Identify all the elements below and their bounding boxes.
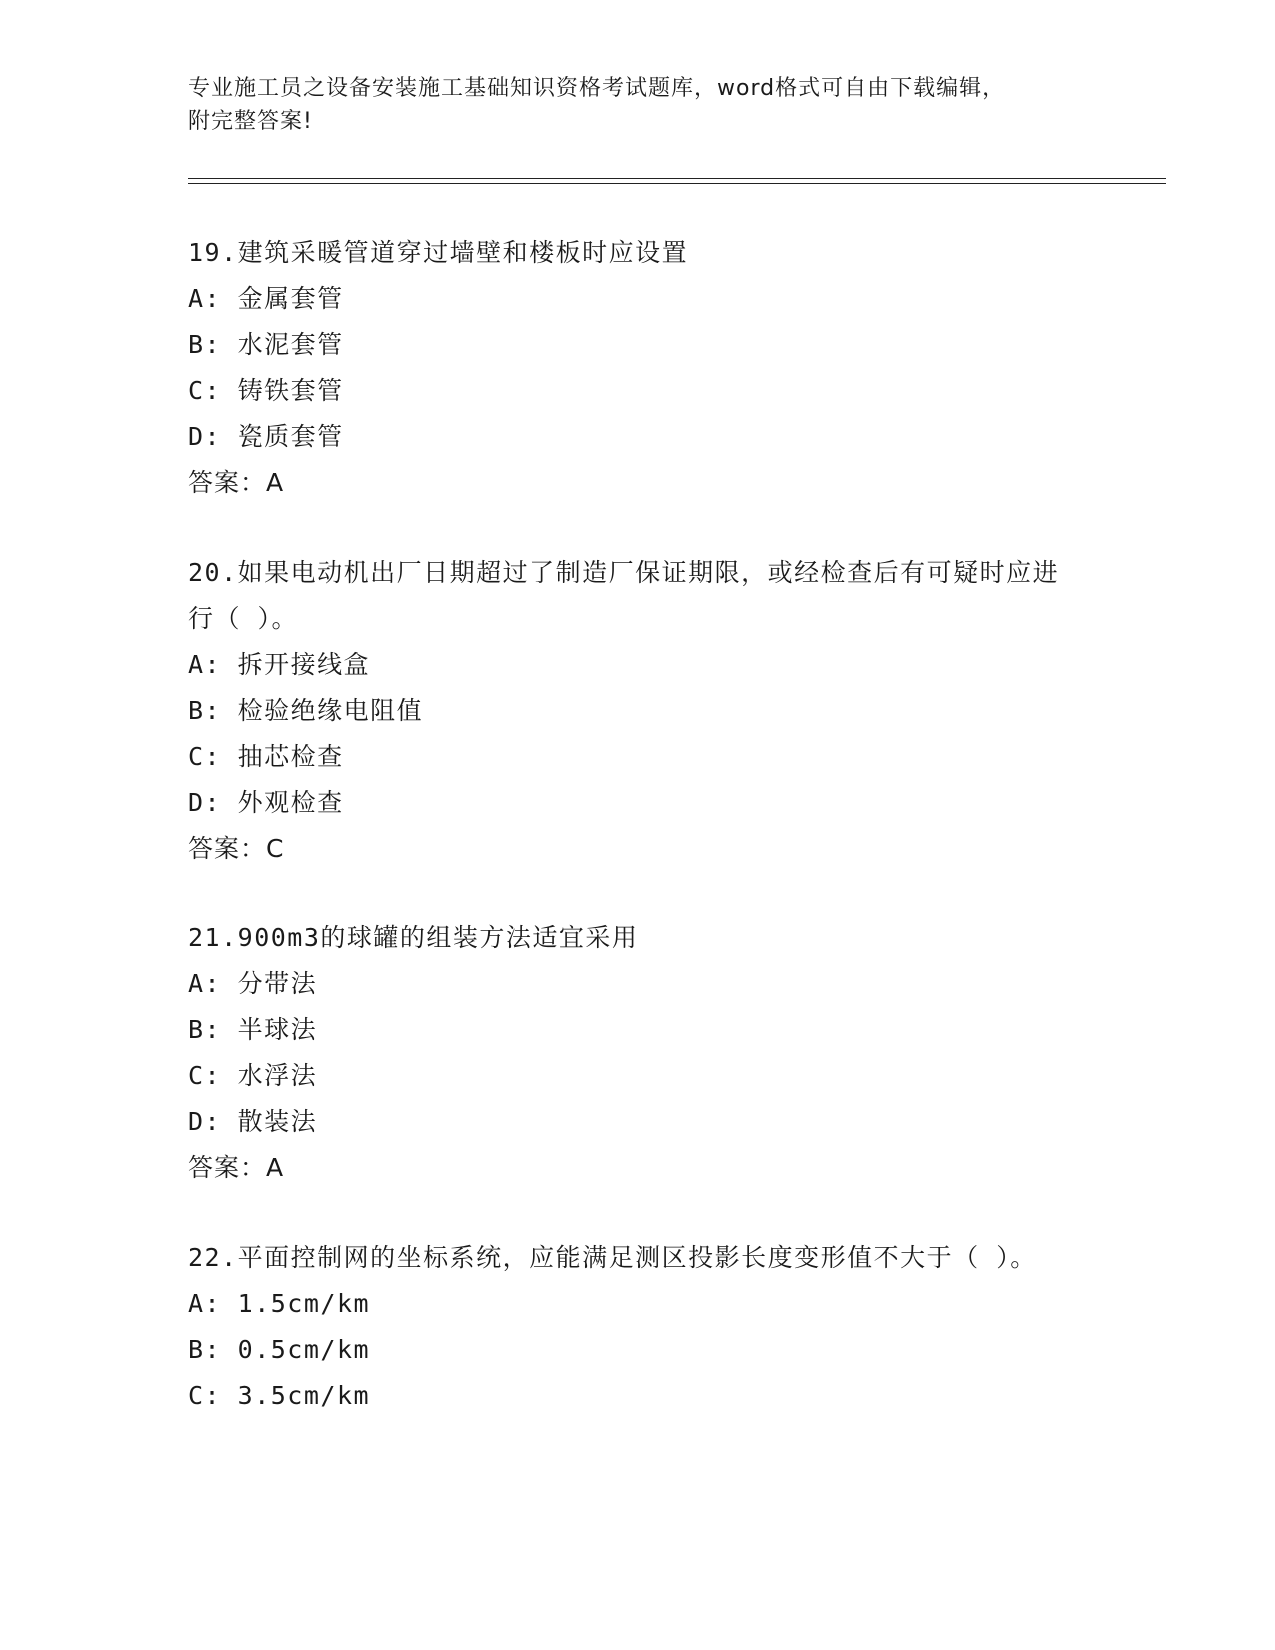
option-c: C: 抽芯检查 <box>188 742 344 771</box>
option-d: D: 外观检查 <box>188 788 344 817</box>
answer: 答案：A <box>188 468 285 497</box>
option-b: B: 0.5cm/km <box>188 1335 371 1364</box>
question-stem: 22.平面控制网的坐标系统，应能满足测区投影长度变形值不大于（ ）。 <box>188 1243 1037 1272</box>
question-19 <box>188 230 1088 506</box>
option-c: C: 铸铁套管 <box>188 376 344 405</box>
question-stem: 21.900m3的球罐的组装方法适宜采用 <box>188 923 639 952</box>
question-21 <box>188 915 1088 1191</box>
answer: 答案：A <box>188 1153 285 1182</box>
header-divider-bottom <box>188 183 1166 184</box>
answer: 答案：C <box>188 834 285 863</box>
option-b: B: 半球法 <box>188 1015 318 1044</box>
header-divider-top <box>188 178 1166 179</box>
option-a: A: 分带法 <box>188 969 318 998</box>
question-22 <box>188 1235 1048 1419</box>
option-b: B: 水泥套管 <box>188 330 344 359</box>
option-d: D: 散装法 <box>188 1107 318 1136</box>
document-header <box>188 72 1088 138</box>
option-a: A: 1.5cm/km <box>188 1289 371 1318</box>
question-stem: 19.建筑采暖管道穿过墙壁和楼板时应设置 <box>188 238 689 267</box>
option-b: B: 检验绝缘电阻值 <box>188 696 424 725</box>
question-20 <box>188 550 1068 872</box>
header-line-2: 附完整答案! <box>188 109 313 134</box>
option-d: D: 瓷质套管 <box>188 422 344 451</box>
option-a: A: 拆开接线盒 <box>188 650 371 679</box>
option-c: C: 水浮法 <box>188 1061 318 1090</box>
option-c: C: 3.5cm/km <box>188 1381 371 1410</box>
option-a: A: 金属套管 <box>188 284 344 313</box>
header-line-1: 专业施工员之设备安装施工基础知识资格考试题库，word格式可自由下载编辑， <box>188 76 1006 101</box>
question-stem: 20.如果电动机出厂日期超过了制造厂保证期限，或经检查后有可疑时应进行（ ）。 <box>188 558 1060 633</box>
